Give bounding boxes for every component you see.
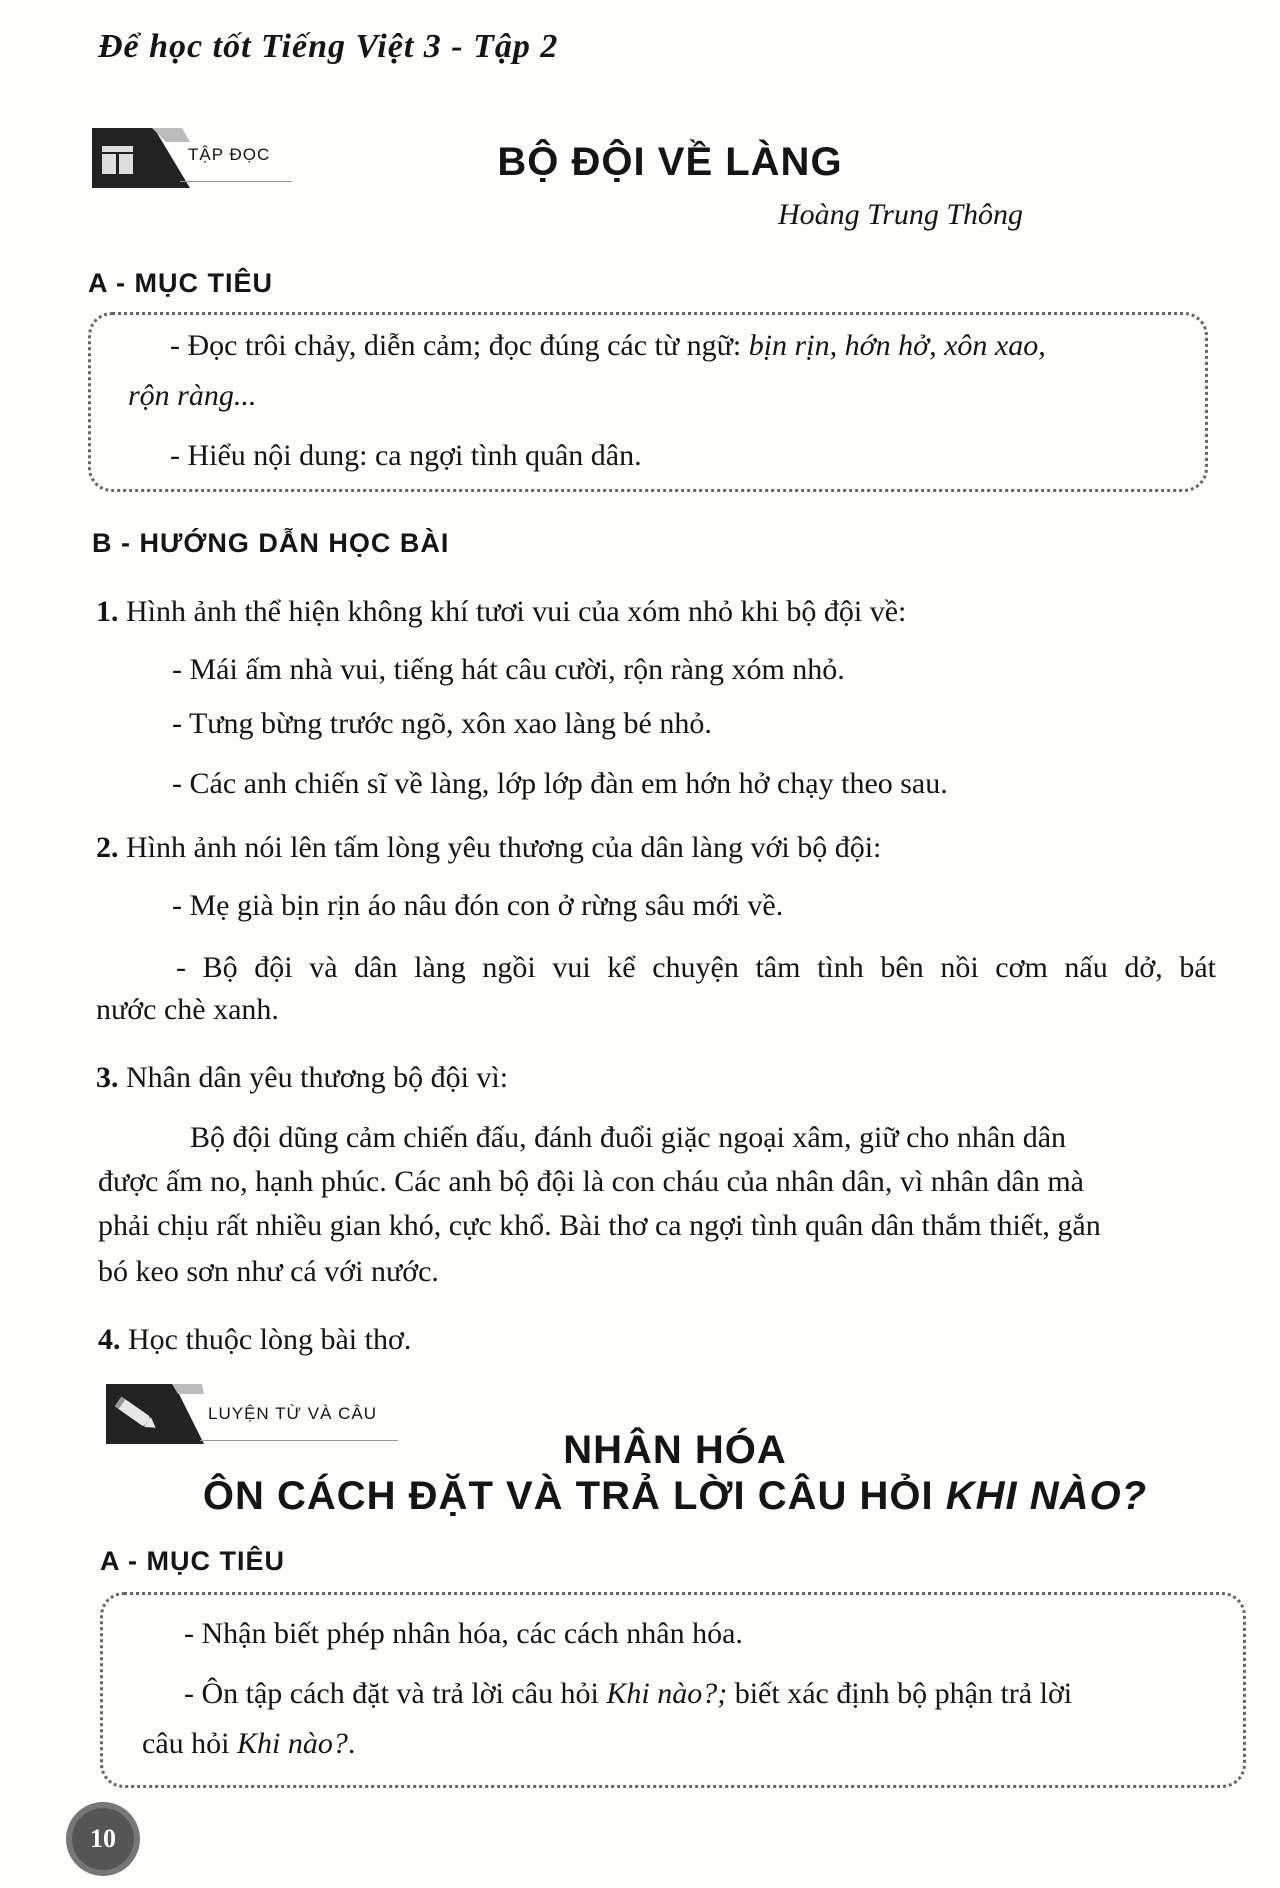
q1-item: - Tưng bừng trước ngõ, xôn xao làng bé nhỏ.	[172, 707, 712, 740]
question-2: 2. Hình ảnh nói lên tấm lòng yêu thương của dân làng với bộ đội:	[96, 831, 882, 864]
q3-paragraph-line: bó keo sơn như cá với nước.	[98, 1255, 439, 1288]
guide-heading: B - HƯỚNG DẪN HỌC BÀI	[92, 528, 450, 558]
q3-paragraph-line: phải chịu rất nhiều gian khó, cực khổ. Bài thơ ca ngợi tình quân dân thắm thiết, gắn	[98, 1209, 1101, 1242]
q1-item: - Các anh chiến sĩ về làng, lớp lớp đàn em hớn hở chạy theo sau.	[172, 767, 948, 800]
question-4: 4. Học thuộc lòng bài thơ.	[98, 1323, 412, 1356]
objectives-heading: A - MỤC TIÊU	[100, 1546, 285, 1576]
question-1: 1. Hình ảnh thể hiện không khí tươi vui của xóm nhỏ khi bộ đội về:	[96, 595, 907, 628]
objective-2: - Hiểu nội dung: ca ngợi tình quân dân.	[170, 439, 642, 472]
lesson-title: BỘ ĐỘI VỀ LÀNG	[497, 140, 843, 184]
badge-underline	[180, 181, 292, 182]
objective-1: - Nhận biết phép nhân hóa, các cách nhân hóa.	[184, 1617, 743, 1650]
lesson-title: NHÂN HÓA	[563, 1428, 787, 1472]
reading-book-icon	[92, 128, 190, 188]
objectives-heading: A - MỤC TIÊU	[88, 268, 273, 298]
objective-1-cont: rộn ràng...	[128, 379, 257, 412]
lesson-subtitle: ÔN CÁCH ĐẶT VÀ TRẢ LỜI CÂU HỎI KHI NÀO?	[202, 1474, 1148, 1518]
objective-2-cont: câu hỏi Khi nào?.	[142, 1727, 356, 1760]
q1-item: - Mái ấm nhà vui, tiếng hát câu cười, rộn ràng xóm nhỏ.	[172, 653, 845, 686]
book-title: Để học tốt Tiếng Việt 3 - Tập 2	[98, 28, 559, 65]
q3-paragraph-line: được ấm no, hạnh phúc. Các anh bộ đội là con cháu của nhân dân, vì nhân dân mà	[98, 1165, 1084, 1198]
q3-paragraph-line: Bộ đội dũng cảm chiến đấu, đánh đuổi giặc ngoại xâm, giữ cho nhân dân	[190, 1121, 1067, 1154]
q2-item-cont: nước chè xanh.	[96, 993, 279, 1026]
objective-2: - Ôn tập cách đặt và trả lời câu hỏi Khi nào?; biết xác định bộ phận trả lời	[184, 1677, 1073, 1710]
page-number: 10	[72, 1808, 134, 1870]
q2-item: - Bộ đội và dân làng ngồi vui kể chuyện tâm tình bên nồi cơm nấu dở, bát	[176, 951, 1216, 984]
q2-item: - Mẹ già bịn rịn áo nâu đón con ở rừng sâu mới về.	[172, 889, 784, 922]
question-3: 3. Nhân dân yêu thương bộ đội vì:	[96, 1061, 509, 1094]
pencil-icon	[106, 1384, 204, 1444]
lesson-category: TẬP ĐỌC	[188, 145, 271, 164]
author: Hoàng Trung Thông	[778, 198, 1024, 231]
objective-1: - Đọc trôi chảy, diễn cảm; đọc đúng các từ ngữ: bịn rịn, hớn hở, xôn xao,	[170, 329, 1046, 362]
lesson-category: LUYỆN TỪ VÀ CÂU	[208, 1404, 378, 1423]
